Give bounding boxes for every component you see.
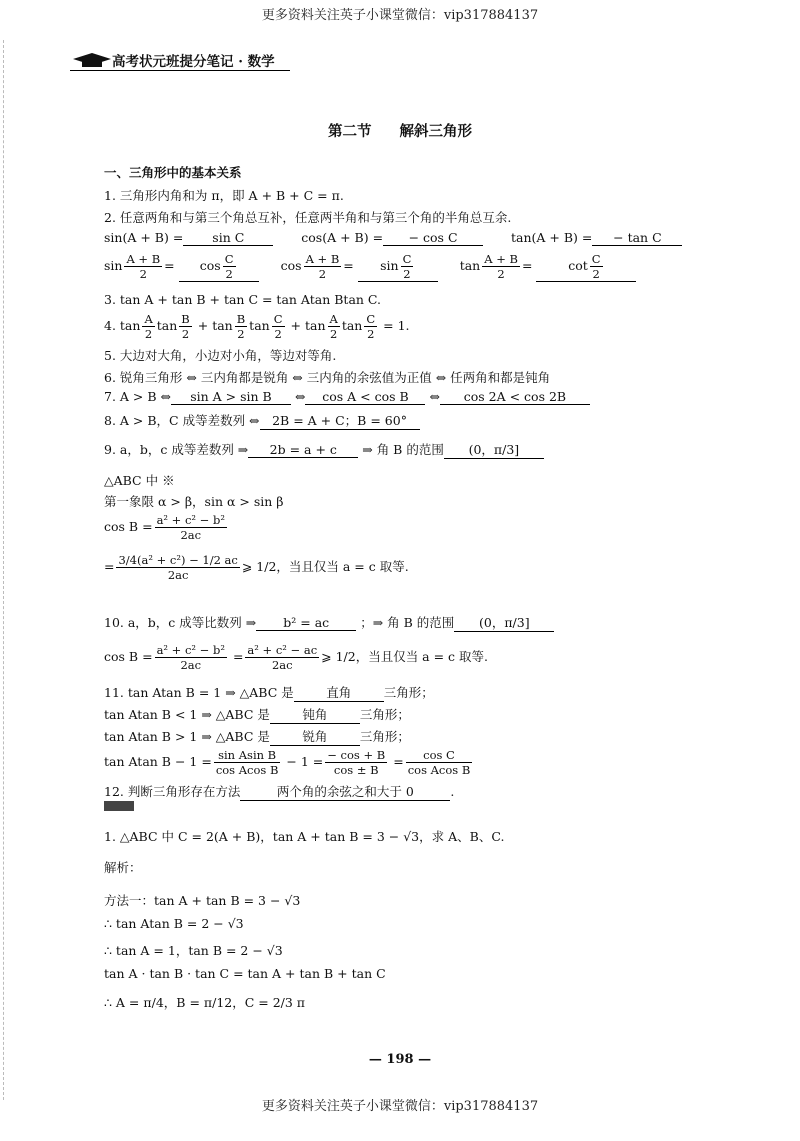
line-2: 2. 任意两角和与第三个角总互补，任意两半角和与第三个角的半角总互余. [104, 210, 512, 225]
section-title: 第二节 解斜三角形 [328, 123, 472, 140]
cosine-bound: = $\frac{\text{3/4(a² + c²) − 1/2 ac}}{2ac}$ ⩾ 1/2，当且仅当 a = c 取等. [104, 553, 409, 582]
line-3: 3. tan A + tan B + tan C = tan Atan Btan C. [104, 292, 382, 307]
line-12: 12. 判断三角形存在方法 两个角的余弦之和大于 0 . [104, 784, 455, 799]
part1-heading: 一、三角形中的基本关系 [104, 165, 242, 180]
line-10: 10. a，b，c 成等比数列 ⇒ b² = ac ；⇒ 角 B 的范围 (0，π/3] [104, 613, 554, 632]
graduation-cap-icon [72, 52, 112, 68]
analysis-label: 解析： [104, 860, 142, 875]
example-1: 1. △ABC 中 C = 2(A + B)，tan A + tan B = 3 − √3，求 A、B、C. [104, 829, 505, 844]
cosine-geometric: cos B = $\frac{\text{a² + c² − b²}}{2ac}$ = $\frac{\text{a² + c² − ac}}{2ac}$ ⩾ 1/2，当且仅当 a = c 取等. [104, 643, 488, 672]
line-5: 5. 大边对大角，小边对小角，等边对等角. [104, 348, 337, 363]
line-9: 9. a，b，c 成等差数列 ⇒ 2b = a + c ⇒ 角 B 的范围 (0，π/3] [104, 440, 544, 459]
quadrant-note: 第一象限 α > β，sin α > sin β [104, 494, 284, 509]
page-number: — 198 — [368, 1052, 432, 1067]
line-1: 1. 三角形内角和为 π，即 A + B + C = π. [104, 188, 344, 203]
line-11c: tan Atan B > 1 ⇒ △ABC 是 锐角 三角形； [104, 729, 410, 744]
watermark-bottom: 更多资料关注英子小课堂微信：vip317884137 [261, 1099, 539, 1114]
step-5: ∴ A = π/4，B = π/12，C = 2/3 π [104, 995, 306, 1010]
row-half-angle: sin $\frac{A + B}{2}$ = cos $\frac{C}{2}$ cos $\frac{A + B}{2}$ = sin $\frac{C}{2}$ tan $\frac{A + B}{2}$ = cot $\frac{C}{2}$ [104, 252, 636, 282]
triangle-note: △ABC 中 ※ [104, 473, 175, 488]
line-11a: 11. tan Atan B = 1 ⇒ △ABC 是 直角 三角形； [104, 685, 434, 700]
cosine-rule: cos B = $\frac{\text{a² + c² − b²}}{2ac}$ [104, 513, 225, 542]
line-8: 8. A > B，C 成等差数列 ⇔ 2B = A + C；B = 60° [104, 411, 420, 430]
watermark-top: 更多资料关注英子小课堂微信：vip317884137 [261, 8, 539, 23]
line-11b: tan Atan B < 1 ⇒ △ABC 是 钝角 三角形； [104, 707, 410, 722]
row-sum-identities: sin(A + B) = sin C cos(A + B) = − cos C tan(A + B) = − tan C [104, 230, 682, 246]
line-6: 6. 锐角三角形 ⇔ 三内角都是锐角 ⇔ 三内角的余弦值为正值 ⇔ 任两角和都是钝角 [104, 370, 551, 385]
header-title: 高考状元班提分笔记 · 数学 [112, 54, 275, 70]
step-1: 方法一：tan A + tan B = 3 − √3 [104, 893, 301, 908]
step-2: ∴ tan Atan B = 2 − √3 [104, 916, 244, 931]
line-7: 7. A > B ⇔ sin A > sin B ⇔ cos A < cos B ⇔ cos 2A < cos 2B [104, 389, 590, 405]
step-4: tan A · tan B · tan C = tan A + tan B + tan C [104, 966, 386, 981]
scan-margin [3, 40, 4, 1100]
example-label-block [104, 801, 134, 811]
line-4: 4. tan $\frac{A}{2}$ tan $\frac{B}{2}$ + tan $\frac{B}{2}$ tan $\frac{C}{2}$ + tan $\frac{A}{2}$ tan $\frac{C}{2}$ = 1. [104, 312, 410, 341]
step-3: ∴ tan A = 1，tan B = 2 − √3 [104, 943, 283, 958]
header-rule [70, 70, 290, 71]
line-11d: tan Atan B − 1 = $\frac{\text{sin Asin B}}{\text{cos Acos B}}$ − 1 = $\frac{- \cos + B}{\cos \pm B}$ = $\frac{\text{cos C}}{\text{cos Acos B}}$ [104, 748, 471, 777]
